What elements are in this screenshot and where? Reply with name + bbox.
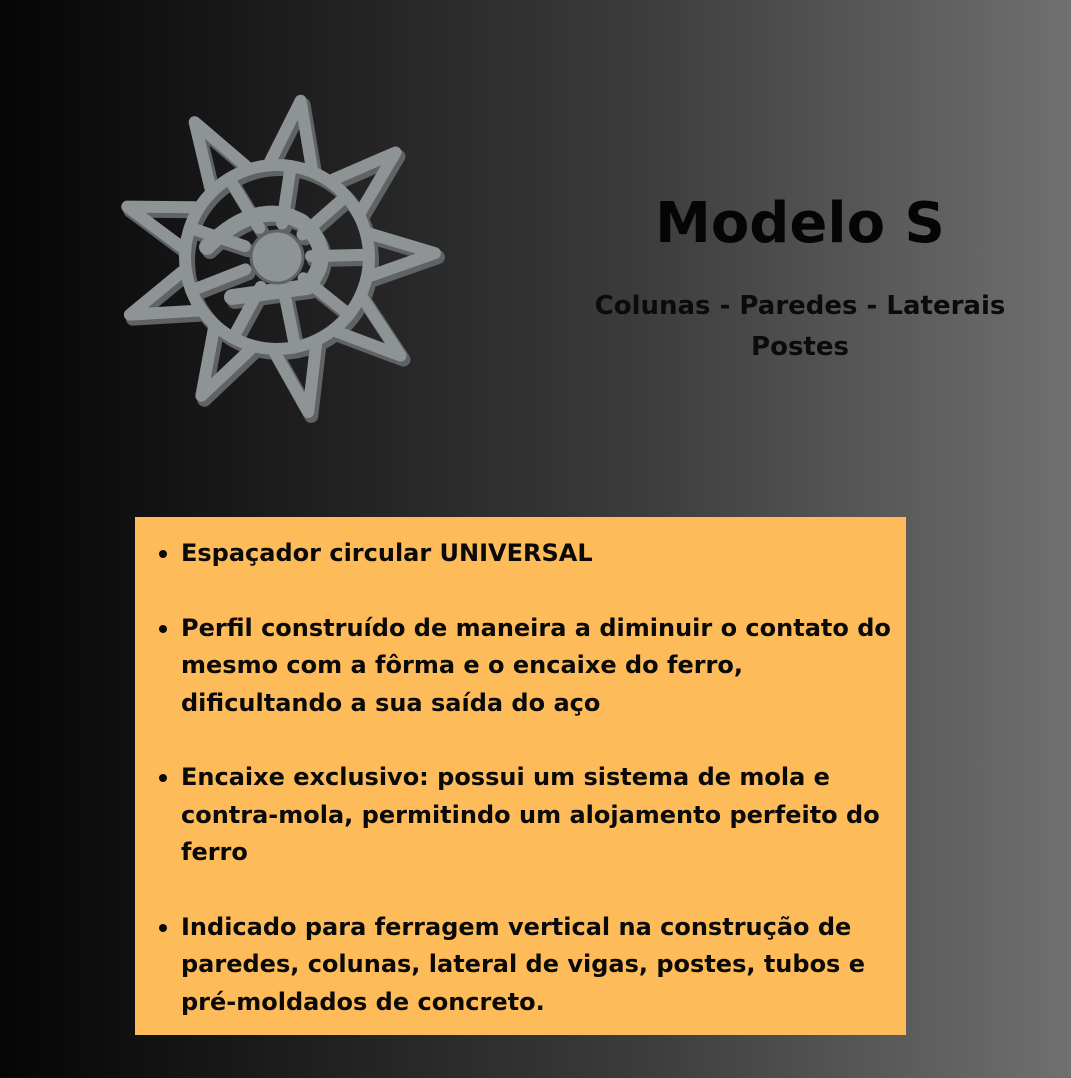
bullet-icon [159, 774, 167, 782]
bullet-icon [159, 550, 167, 558]
page-title: Modelo S [655, 191, 945, 256]
page-subtitle [585, 286, 1015, 368]
feature-text: Espaçador circular UNIVERSAL [181, 539, 593, 567]
spacer-wheel-icon [105, 85, 450, 430]
feature-item [135, 535, 906, 573]
spacer-wheel-illustration [105, 85, 450, 430]
feature-item [135, 610, 906, 723]
features-box [135, 517, 906, 1035]
bullet-icon [159, 625, 167, 633]
bullet-icon [159, 924, 167, 932]
feature-text: Perfil construído de maneira a diminuir o contato do mesmo com a fôrma e o encaixe do ferro, dificultando a sua saída do aço [181, 613, 891, 717]
feature-item [135, 909, 906, 1022]
feature-text: Indicado para ferragem vertical na construção de paredes, colunas, lateral de vigas, postes, tubos e pré-moldados de concreto. [181, 912, 865, 1016]
feature-text: Encaixe exclusivo: possui um sistema de mola e contra-mola, permitindo um alojamento perfeito do ferro [181, 763, 880, 866]
subtitle-line-1: Colunas - Paredes - Laterais [594, 291, 1006, 321]
feature-item [135, 759, 906, 872]
spacer-hub [251, 231, 303, 283]
features-list [135, 535, 906, 1058]
subtitle-line-2: Postes [751, 332, 849, 362]
